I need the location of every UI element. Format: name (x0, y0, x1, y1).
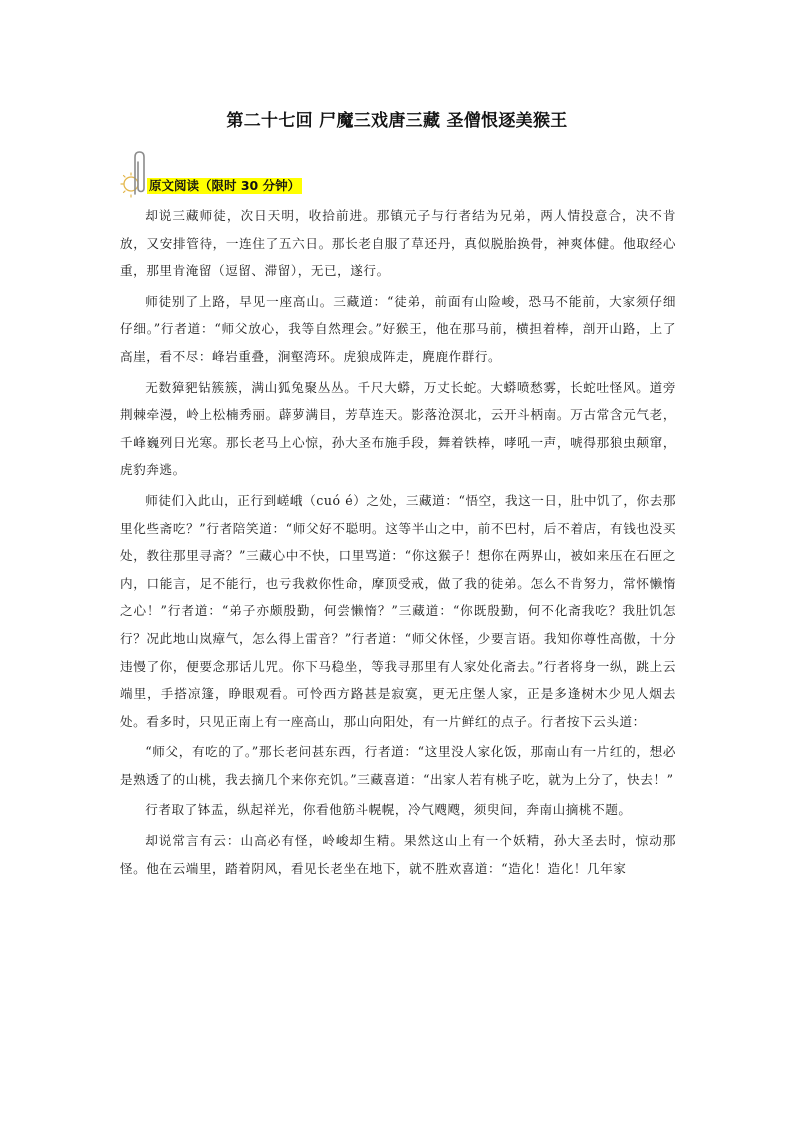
section-header (120, 150, 340, 198)
section-label: 原文阅读（限时 30 分钟） (149, 178, 301, 193)
paragraph: 师徒们入此山，正行到嵯峨（cuó é）之处，三藏道：“悟空，我这一日，肚中饥了，你去那里化些斋吃？”行者陪笑道：“师父好不聪明。这等半山之中，前不巴村，后不着店，有钱也没买处，教往那里寻斋？”三藏心中不快，口里骂道：“你这猴子！想你在两界山，被如来压在石匣之内，口能言，足不能行，也亏我救你性命，摩顶受戒，做了我的徒弟。怎么不肯努力，常怀懒惰之心！”行者道：“弟子亦颇殷勤，何尝懒惰？”三藏道：“你既殷勤，何不化斋我吃？我肚饥怎行？况此地山岚瘴气，怎么得上雷音？”行者道：“师父休怪，少要言语。我知你尊性高傲，十分违慢了你，便要念那话儿咒。你下马稳坐，等我寻那里有人家处化斋去。”行者将身一纵，跳上云端里，手搭凉篷，睁眼观看。可怜西方路甚是寂寞，更无庄堡人家，正是多逢树木少见人烟去处。看多时，只见正南上有一座高山，那山向阳处，有一片鲜红的点子。行者按下云头道： (120, 492, 676, 729)
paragraph: 却说三藏师徒，次日天明，收拾前进。那镇元子与行者结为兄弟，两人情投意合，决不肯放，又安排管待，一连住了五六日。那长老自服了草还丹，真似脱胎换骨，神爽体健。他取经心重，那里肯淹留（逗留、滞留），无已，遂行。 (120, 208, 676, 279)
article-body (120, 202, 676, 885)
paperclip-icon (120, 150, 150, 198)
paragraph: 行者取了钵盂，纵起祥光，你看他筋斗幌幌，冷气飕飕，须臾间，奔南山摘桃不题。 (145, 802, 632, 818)
page-title: 第二十七回 尸魔三戏唐三藏 圣僧恨逐美猴王 (226, 111, 568, 131)
paragraph: “师父，有吃的了。”那长老问甚东西，行者道：“这里没人家化饭，那南山有一片红的，想必是熟透了的山桃，我去摘几个来你充饥。”三藏喜道：“出家人若有桃子吃，就为上分了，快去！” (120, 744, 676, 787)
paragraph: 却说常言有云：山高必有怪，岭峻却生精。果然这山上有一个妖精，孙大圣去时，惊动那怪。他在云端里，踏着阴风，看见长老坐在地下，就不胜欢喜道：“造化！造化！几年家 (120, 833, 676, 876)
paragraph: 无数獐豝钻簇簇，满山狐兔聚丛丛。千尺大蟒，万丈长蛇。大蟒喷愁雾，长蛇吐怪风。道旁荆棘牵漫，岭上松楠秀丽。薜萝满目，芳草连天。影落沧溟北，云开斗柄南。万古常含元气老，千峰巍列日光寒。那长老马上心惊，孙大圣布施手段，舞着铁棒，哮吼一声，唬得那狼虫颠窜，虎豹奔逃。 (120, 379, 676, 478)
paragraph: 师徒别了上路，早见一座高山。三藏道：“徒弟，前面有山险峻，恐马不能前，大家须仔细仔细。”行者道：“师父放心，我等自然理会。”好猴王，他在那马前，横担着棒，剖开山路，上了高崖，看不尽：峰岩重叠，涧壑湾环。虎狼成阵走，麂鹿作群行。 (120, 293, 676, 364)
